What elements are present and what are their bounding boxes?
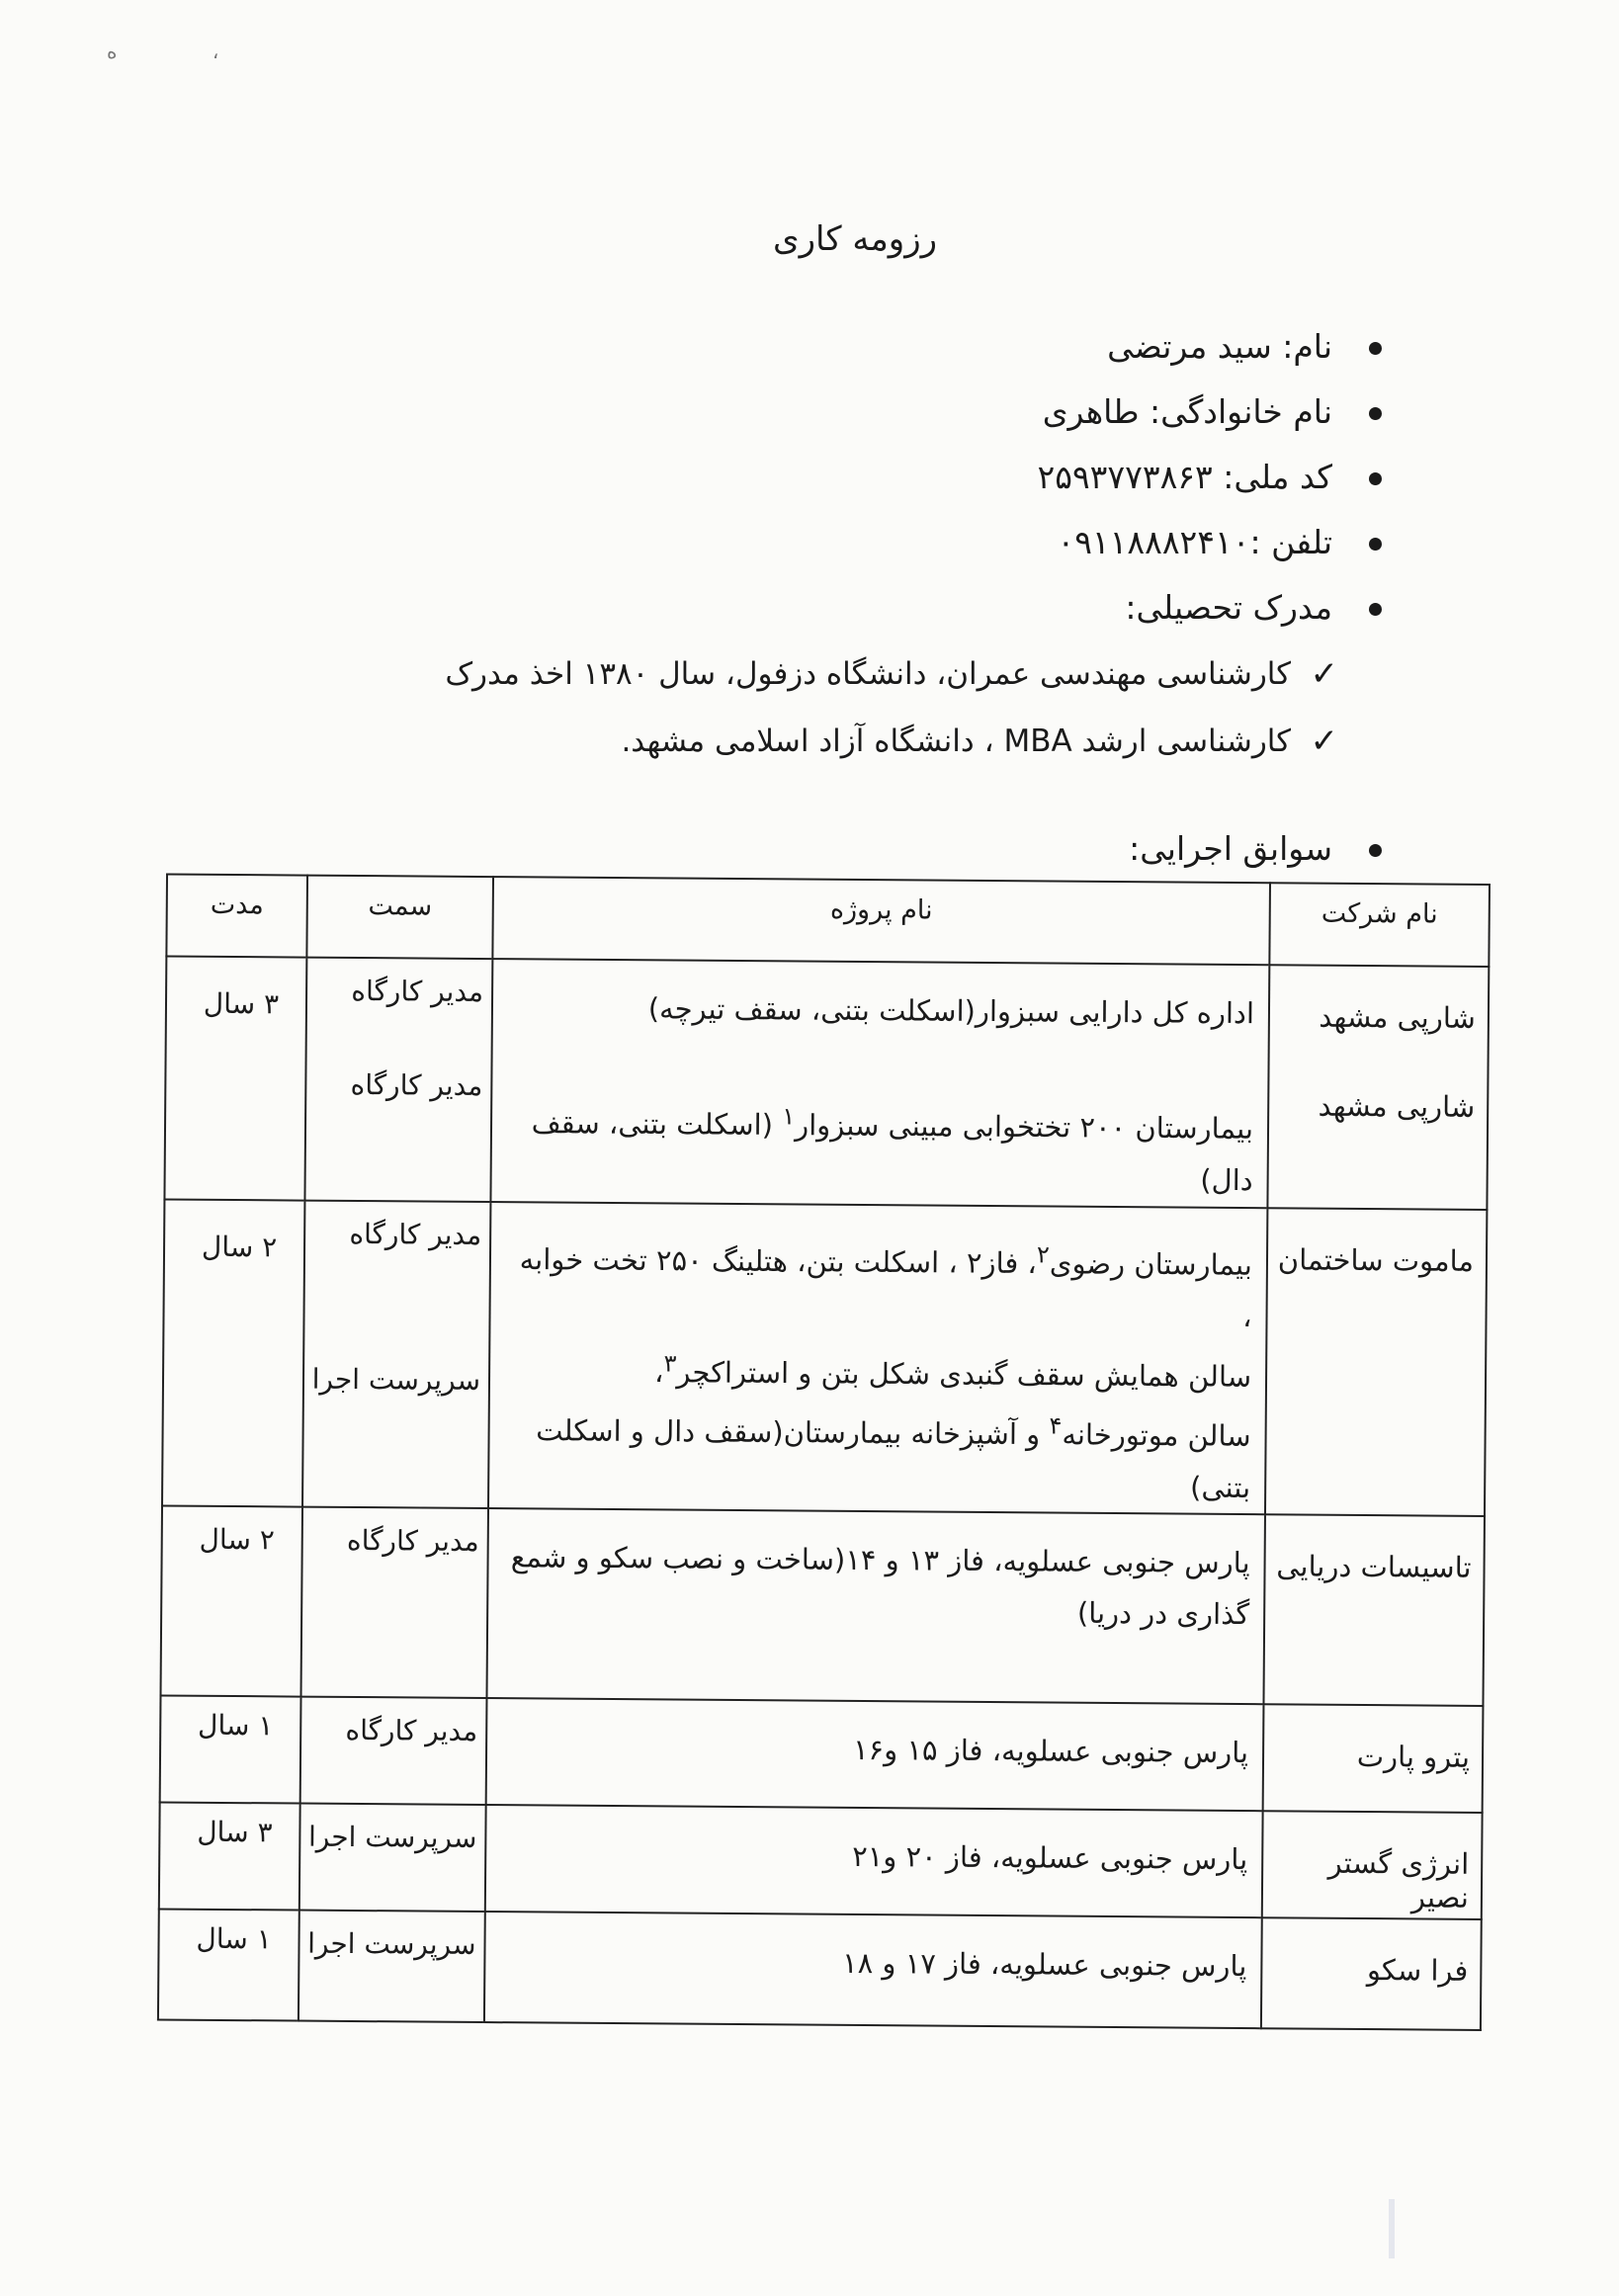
table-row	[159, 1802, 1483, 1919]
duration-cell: ۳ سال	[164, 956, 306, 1200]
degree-item	[144, 708, 1390, 775]
company-cell	[1267, 965, 1489, 1210]
table-header-row	[166, 874, 1490, 967]
project-cell	[490, 959, 1269, 1208]
role-cell: سرپرست اجرا	[299, 1804, 486, 1912]
company-cell: انرژی گستر نصیر	[1262, 1811, 1483, 1919]
footnote-marker: ۳	[663, 1349, 677, 1378]
project-cell: پارس جنوبی عسلویه، فاز ۲۰ و۲۱	[485, 1805, 1263, 1917]
duration-cell: ۲ سال	[161, 1505, 303, 1696]
project-cell: پارس جنوبی عسلویه، فاز ۱۷ و ۱۸	[484, 1912, 1262, 2028]
project-cell: پارس جنوبی عسلویه، فاز ۱۵ و۱۶	[486, 1698, 1264, 1811]
scan-mark-1: ه	[107, 40, 118, 63]
info-education: مدرک تحصیلی:	[144, 575, 1390, 640]
info-phone: تلفن :۰۹۱۱۸۸۸۲۴۱۰	[144, 510, 1390, 575]
role-cell: مدیر کارگاه	[300, 1697, 487, 1805]
scan-mark-2: ،	[212, 40, 219, 63]
experience-heading: سوابق اجرایی:	[1129, 816, 1390, 882]
project-name: اداره کل دارایی سبزوار(اسکلت بتنی، سقف تیرچه)	[647, 991, 1255, 1031]
scan-artifact	[1389, 2199, 1395, 2258]
role-name: مدیر کارگاه	[350, 1067, 483, 1102]
header-project: نام پروژه	[492, 877, 1270, 965]
project-name	[503, 1088, 1253, 1206]
table-row	[162, 1199, 1487, 1515]
duration-cell: ۲ سال	[162, 1199, 304, 1506]
table-row	[160, 1695, 1484, 1813]
footnote-marker: ۱	[782, 1102, 796, 1131]
project-line	[501, 1396, 1251, 1513]
role-cell	[304, 958, 492, 1202]
duration-cell: ۳ سال	[159, 1802, 300, 1910]
project-text: و آشپزخانه بیمارستان(سقف دال و اسکلت بتنی)	[536, 1413, 1251, 1505]
company-cell: ماموت ساختمان	[1265, 1208, 1487, 1516]
header-duration: مدت	[166, 874, 307, 957]
company-name: شارپی مشهد	[1318, 1088, 1476, 1124]
duration-cell: ۱ سال	[158, 1909, 299, 2020]
role-name: مدیر کارگاه	[349, 1217, 482, 1251]
header-company: نام شرکت	[1269, 883, 1490, 967]
project-text: ، فاز۲ ، اسکلت بتن، هتلینگ ۲۵۰ تخت خوابه ،	[519, 1241, 1252, 1333]
table-row	[161, 1505, 1485, 1706]
footnote-marker: ۲	[1036, 1240, 1051, 1269]
role-name: مدیر کارگاه	[351, 974, 484, 1009]
project-text: سالن همایش سقف گنبدی شکل بتن و استراکچر	[676, 1354, 1252, 1394]
table-row	[158, 1909, 1482, 2030]
company-cell: پترو پارت	[1263, 1704, 1484, 1813]
role-cell	[302, 1201, 490, 1508]
personal-info-list	[144, 314, 1390, 775]
company-cell: فرا سکو	[1261, 1917, 1482, 2030]
project-text: بیمارستان رضوی	[1049, 1246, 1253, 1282]
project-cell	[486, 1508, 1264, 1704]
project-line: پارس جنوبی عسلویه، فاز ۱۳ و ۱۴(ساخت و نصب سکو و شمع	[510, 1540, 1250, 1580]
table-row	[164, 956, 1489, 1210]
project-text: ،	[653, 1354, 664, 1389]
info-national-code: کد ملی: ۲۵۹۳۷۷۳۸۶۳	[144, 445, 1390, 510]
info-name: نام: سید مرتضی	[144, 314, 1390, 380]
degree-text: کارشناسی ارشد MBA ، دانشگاه آزاد اسلامی مشهد.	[621, 723, 1291, 759]
check-icon: ✓	[1310, 722, 1338, 761]
company-name: شارپی مشهد	[1319, 999, 1477, 1035]
project-line	[502, 1336, 1251, 1403]
role-name: سرپرست اجرا	[311, 1362, 481, 1397]
degree-item	[144, 640, 1390, 708]
project-text: سالن موتورخانه	[1062, 1417, 1251, 1454]
project-line	[502, 1225, 1252, 1342]
project-line: گذاری در دریا)	[1076, 1595, 1250, 1632]
role-cell: مدیر کارگاه	[301, 1507, 489, 1698]
page-title: رزومه کاری	[772, 219, 938, 259]
project-text: بیمارستان ۲۰۰ تختخوابی مبینی سبزوار	[795, 1108, 1254, 1146]
footnote-marker: ۴	[1049, 1411, 1063, 1440]
company-cell: تاسیسات دریایی	[1263, 1514, 1485, 1706]
project-text: (اسکلت بتنی، سقف دال)	[531, 1106, 1253, 1197]
scan-marks	[107, 40, 307, 63]
check-icon: ✓	[1310, 654, 1338, 694]
duration-cell: ۱ سال	[160, 1695, 301, 1803]
degree-text: کارشناسی مهندسی عمران، دانشگاه دزفول، سال ۱۳۸۰ اخذ مدرک	[445, 656, 1291, 692]
header-role: سمت	[306, 876, 493, 959]
experience-table	[157, 873, 1491, 2030]
project-cell	[488, 1202, 1267, 1514]
info-family-name: نام خانوادگی: طاهری	[144, 380, 1390, 445]
role-cell: سرپرست اجرا	[298, 1911, 485, 2022]
